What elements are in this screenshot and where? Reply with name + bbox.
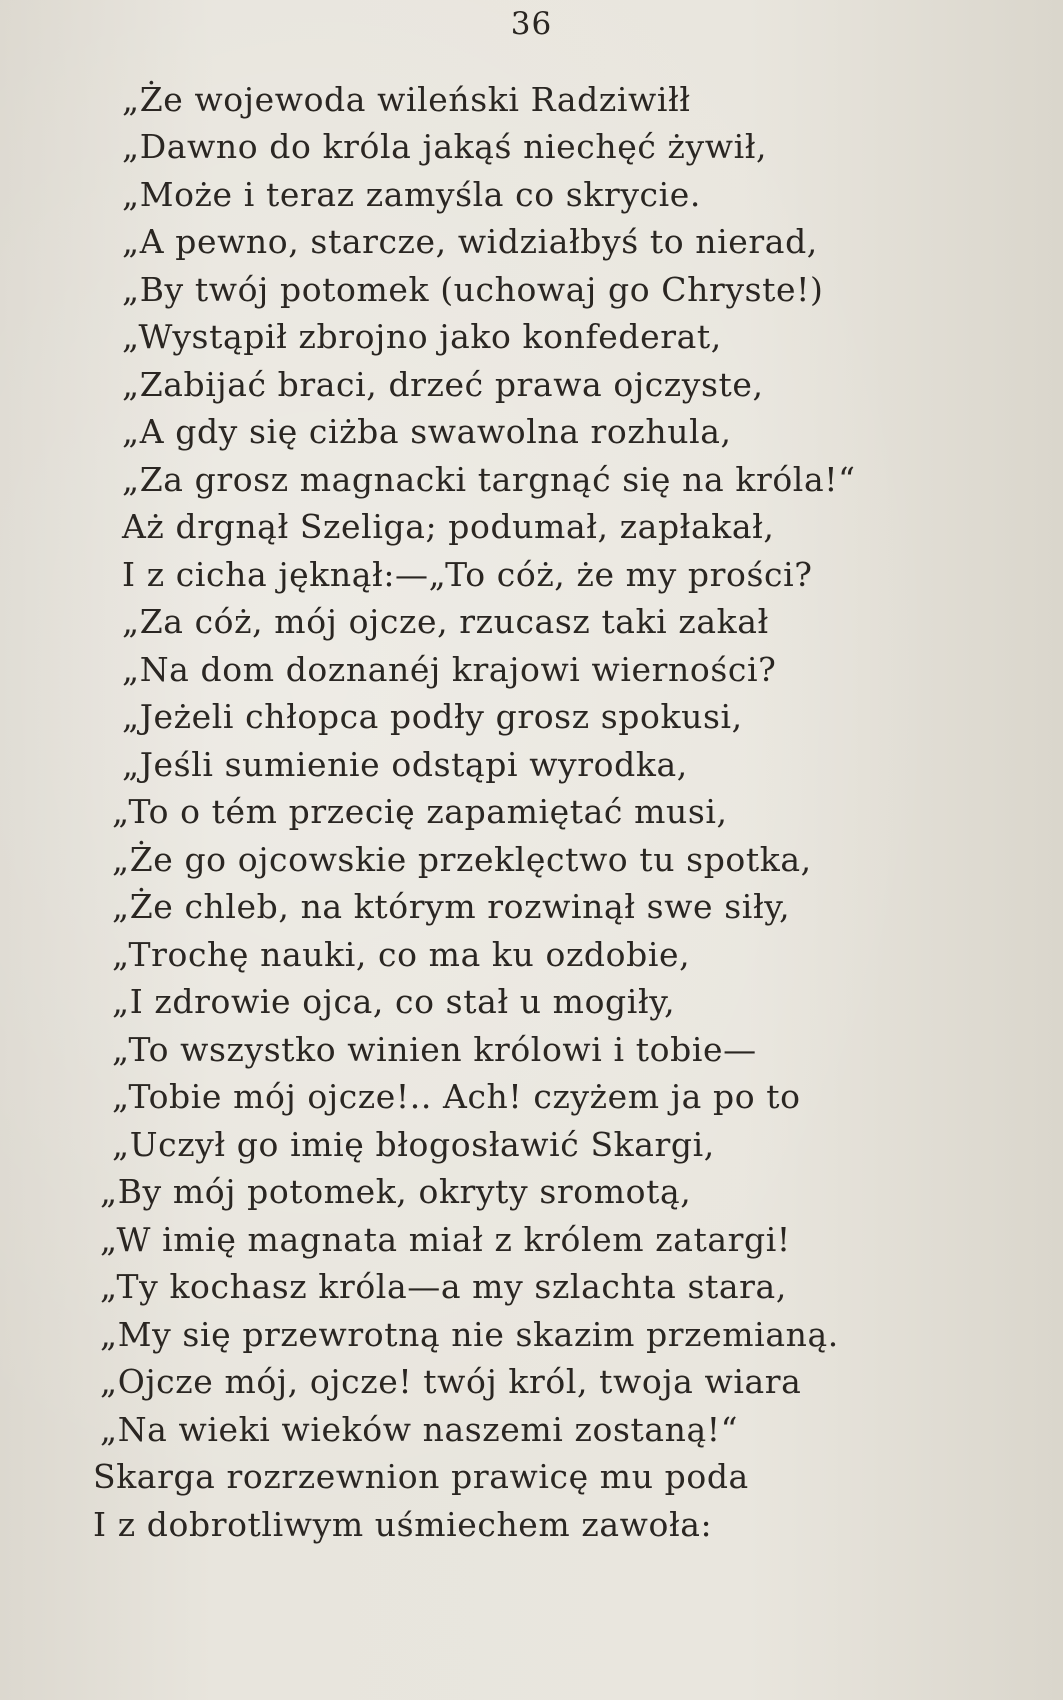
poem-line: „Ty kochasz króla—a my szlachta stara, — [100, 1267, 787, 1306]
poem-line: „My się przewrotną nie skazim przemianą. — [100, 1315, 839, 1354]
poem-line: „Za grosz magnacki targnąć się na króla!“ — [122, 460, 856, 499]
poem-line: „Trochę nauki, co ma ku ozdobie, — [112, 935, 691, 974]
poem-line: „W imię magnata miał z królem zatargi! — [100, 1220, 791, 1259]
poem-line: „By twój potomek (uchowaj go Chryste!) — [122, 270, 824, 309]
poem-line: „Na wieki wieków naszemi zostaną!“ — [100, 1410, 739, 1449]
poem-line: „Ojcze mój, ojcze! twój król, twoja wiara — [100, 1362, 802, 1401]
poem-line: „A gdy się ciżba swawolna rozhula, — [122, 412, 732, 451]
page-number: 36 — [510, 6, 553, 42]
poem-line: „By mój potomek, okryty sromotą, — [100, 1172, 692, 1211]
poem-line: „Jeśli sumienie odstąpi wyrodka, — [122, 745, 688, 784]
poem-line: „To o tém przecię zapamiętać musi, — [112, 792, 728, 831]
poem-line: „Że chleb, na którym rozwinął swe siły, — [112, 887, 791, 926]
poem-line: „Że go ojcowskie przeklęctwo tu spotka, — [112, 840, 812, 879]
poem-line: „Tobie mój ojcze!.. Ach! czyżem ja po to — [112, 1077, 801, 1116]
poem-line: „Wystąpił zbrojno jako konfederat, — [122, 317, 722, 356]
poem-line: I z cicha jęknął:—„To cóż, że my prości? — [122, 555, 813, 594]
poem-line: Aż drgnął Szeliga; podumał, zapłakał, — [122, 507, 775, 546]
poem-line: „Że wojewoda wileński Radziwiłł — [122, 80, 691, 119]
poem-line: „Za cóż, mój ojcze, rzucasz taki zakał — [122, 602, 769, 641]
poem-line: I z dobrotliwym uśmiechem zawoła: — [93, 1505, 713, 1544]
poem-line: „Na dom doznanéj krajowi wierności? — [122, 650, 777, 689]
poem-line: „Uczył go imię błogosławić Skargi, — [112, 1125, 715, 1164]
poem-line: „To wszystko winien królowi i tobie— — [112, 1030, 757, 1069]
poem-line: „Może i teraz zamyśla co skrycie. — [122, 175, 702, 214]
poem-line: „Zabijać braci, drzeć prawa ojczyste, — [122, 365, 764, 404]
poem-line: „I zdrowie ojca, co stał u mogiły, — [112, 982, 676, 1021]
poem-line: Skarga rozrzewnion prawicę mu poda — [93, 1457, 749, 1496]
poem-line: „Jeżeli chłopca podły grosz spokusi, — [122, 697, 743, 736]
poem-line: „Dawno do króla jakąś niechęć żywił, — [122, 127, 768, 166]
poem-line: „A pewno, starcze, widziałbyś to nierad, — [122, 222, 818, 261]
